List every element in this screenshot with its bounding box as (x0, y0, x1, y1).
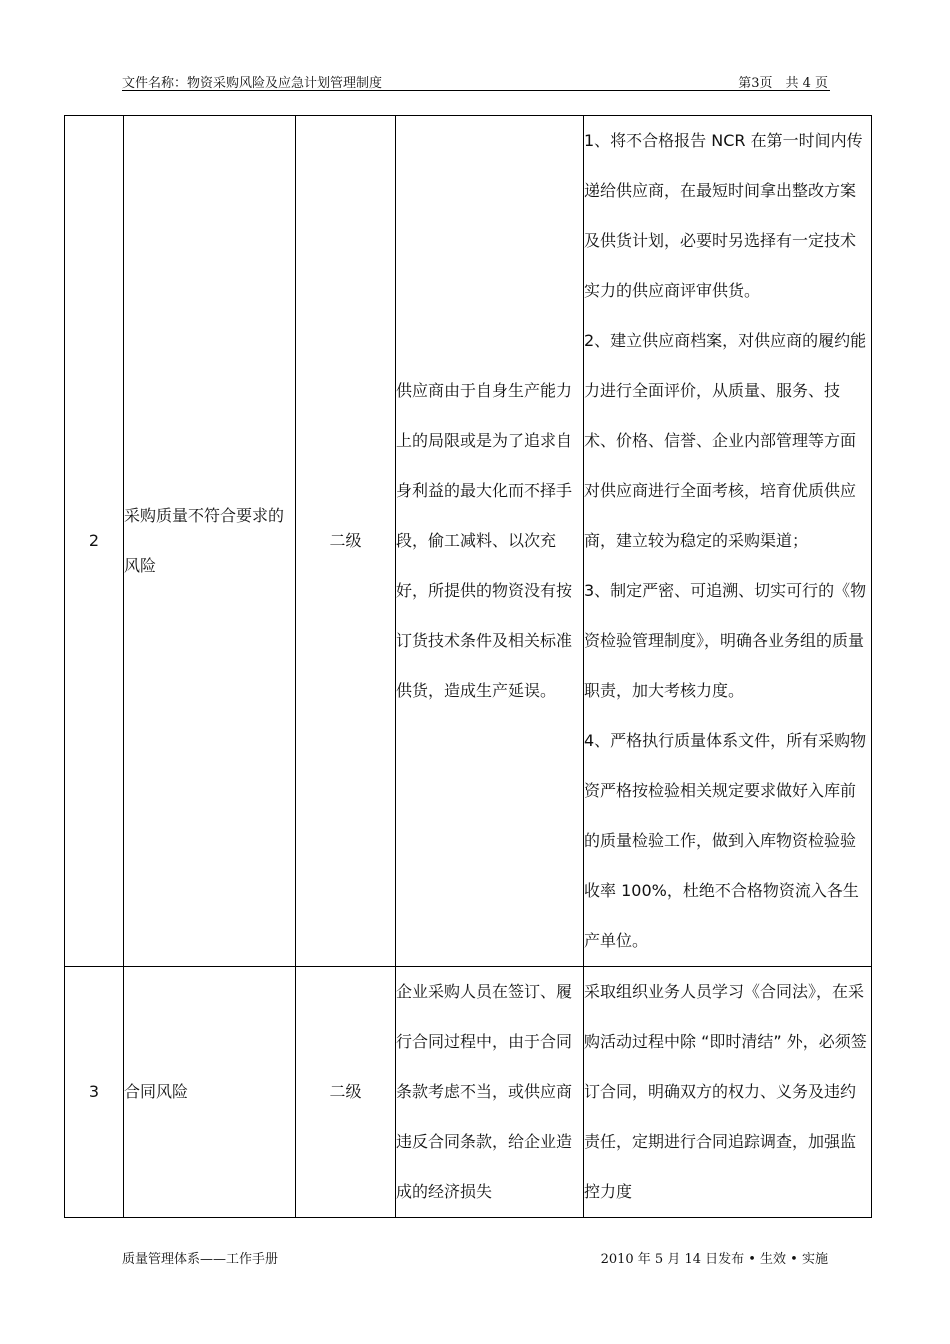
risk-measures (584, 116, 872, 967)
measure-item: 3、制定严密、可追溯、切实可行的《物资检验管理制度》，明确各业务组的质量职责，加大考核力度。 (584, 581, 867, 700)
risk-level: 二级 (296, 967, 396, 1218)
table-row (65, 116, 872, 967)
page-header (122, 70, 830, 91)
risk-name: 合同风险 (124, 967, 296, 1218)
measure-item: 采取组织业务人员学习《合同法》，在采购活动过程中除 “即时清结” 外，必须签订合同，明确双方的权力、义务及违约责任，定期进行合同追踪调查，加强监控力度 (584, 982, 867, 1201)
footer-release-date: 2010 年 5 月 14 日发布 • 生效 • 实施 (600, 1252, 828, 1267)
document-name: 文件名称：物资采购风险及应急计划管理制度 (122, 76, 383, 91)
table-row (65, 967, 872, 1218)
risk-cause: 供应商由于自身生产能力上的局限或是为了追求自身利益的最大化而不择手段，偷工减料、以次充好，所提供的物资没有按订货技术条件及相关标准供货，造成生产延误。 (396, 116, 584, 967)
risk-level: 二级 (296, 116, 396, 967)
row-number: 3 (65, 967, 124, 1218)
measure-item: 1、将不合格报告 NCR 在第一时间内传递给供应商，在最短时间拿出整改方案及供货计划，必要时另选择有一定技术实力的供应商评审供货。 (584, 131, 863, 300)
page-number: 第3页 共 4 页 (738, 76, 828, 91)
measure-item: 4、严格执行质量体系文件，所有采购物资严格按检验相关规定要求做好入库前的质量检验工作，做到入库物资检验验收率 100%，杜绝不合格物资流入各生产单位。 (584, 731, 867, 950)
risk-cause: 企业采购人员在签订、履行合同过程中，由于合同条款考虑不当，或供应商违反合同条款，给企业造成的经济损失 (396, 967, 584, 1218)
measure-item: 2、建立供应商档案，对供应商的履约能力进行全面评价，从质量、服务、技术、价格、信誉、企业内部管理等方面对供应商进行全面考核，培育优质供应商，建立较为稳定的采购渠道； (584, 331, 867, 550)
risk-measures (584, 967, 872, 1218)
footer-manual-title: 质量管理体系——工作手册 (122, 1252, 279, 1267)
risk-name: 采购质量不符合要求的风险 (124, 116, 296, 967)
risk-table (64, 115, 872, 1218)
row-number: 2 (65, 116, 124, 967)
